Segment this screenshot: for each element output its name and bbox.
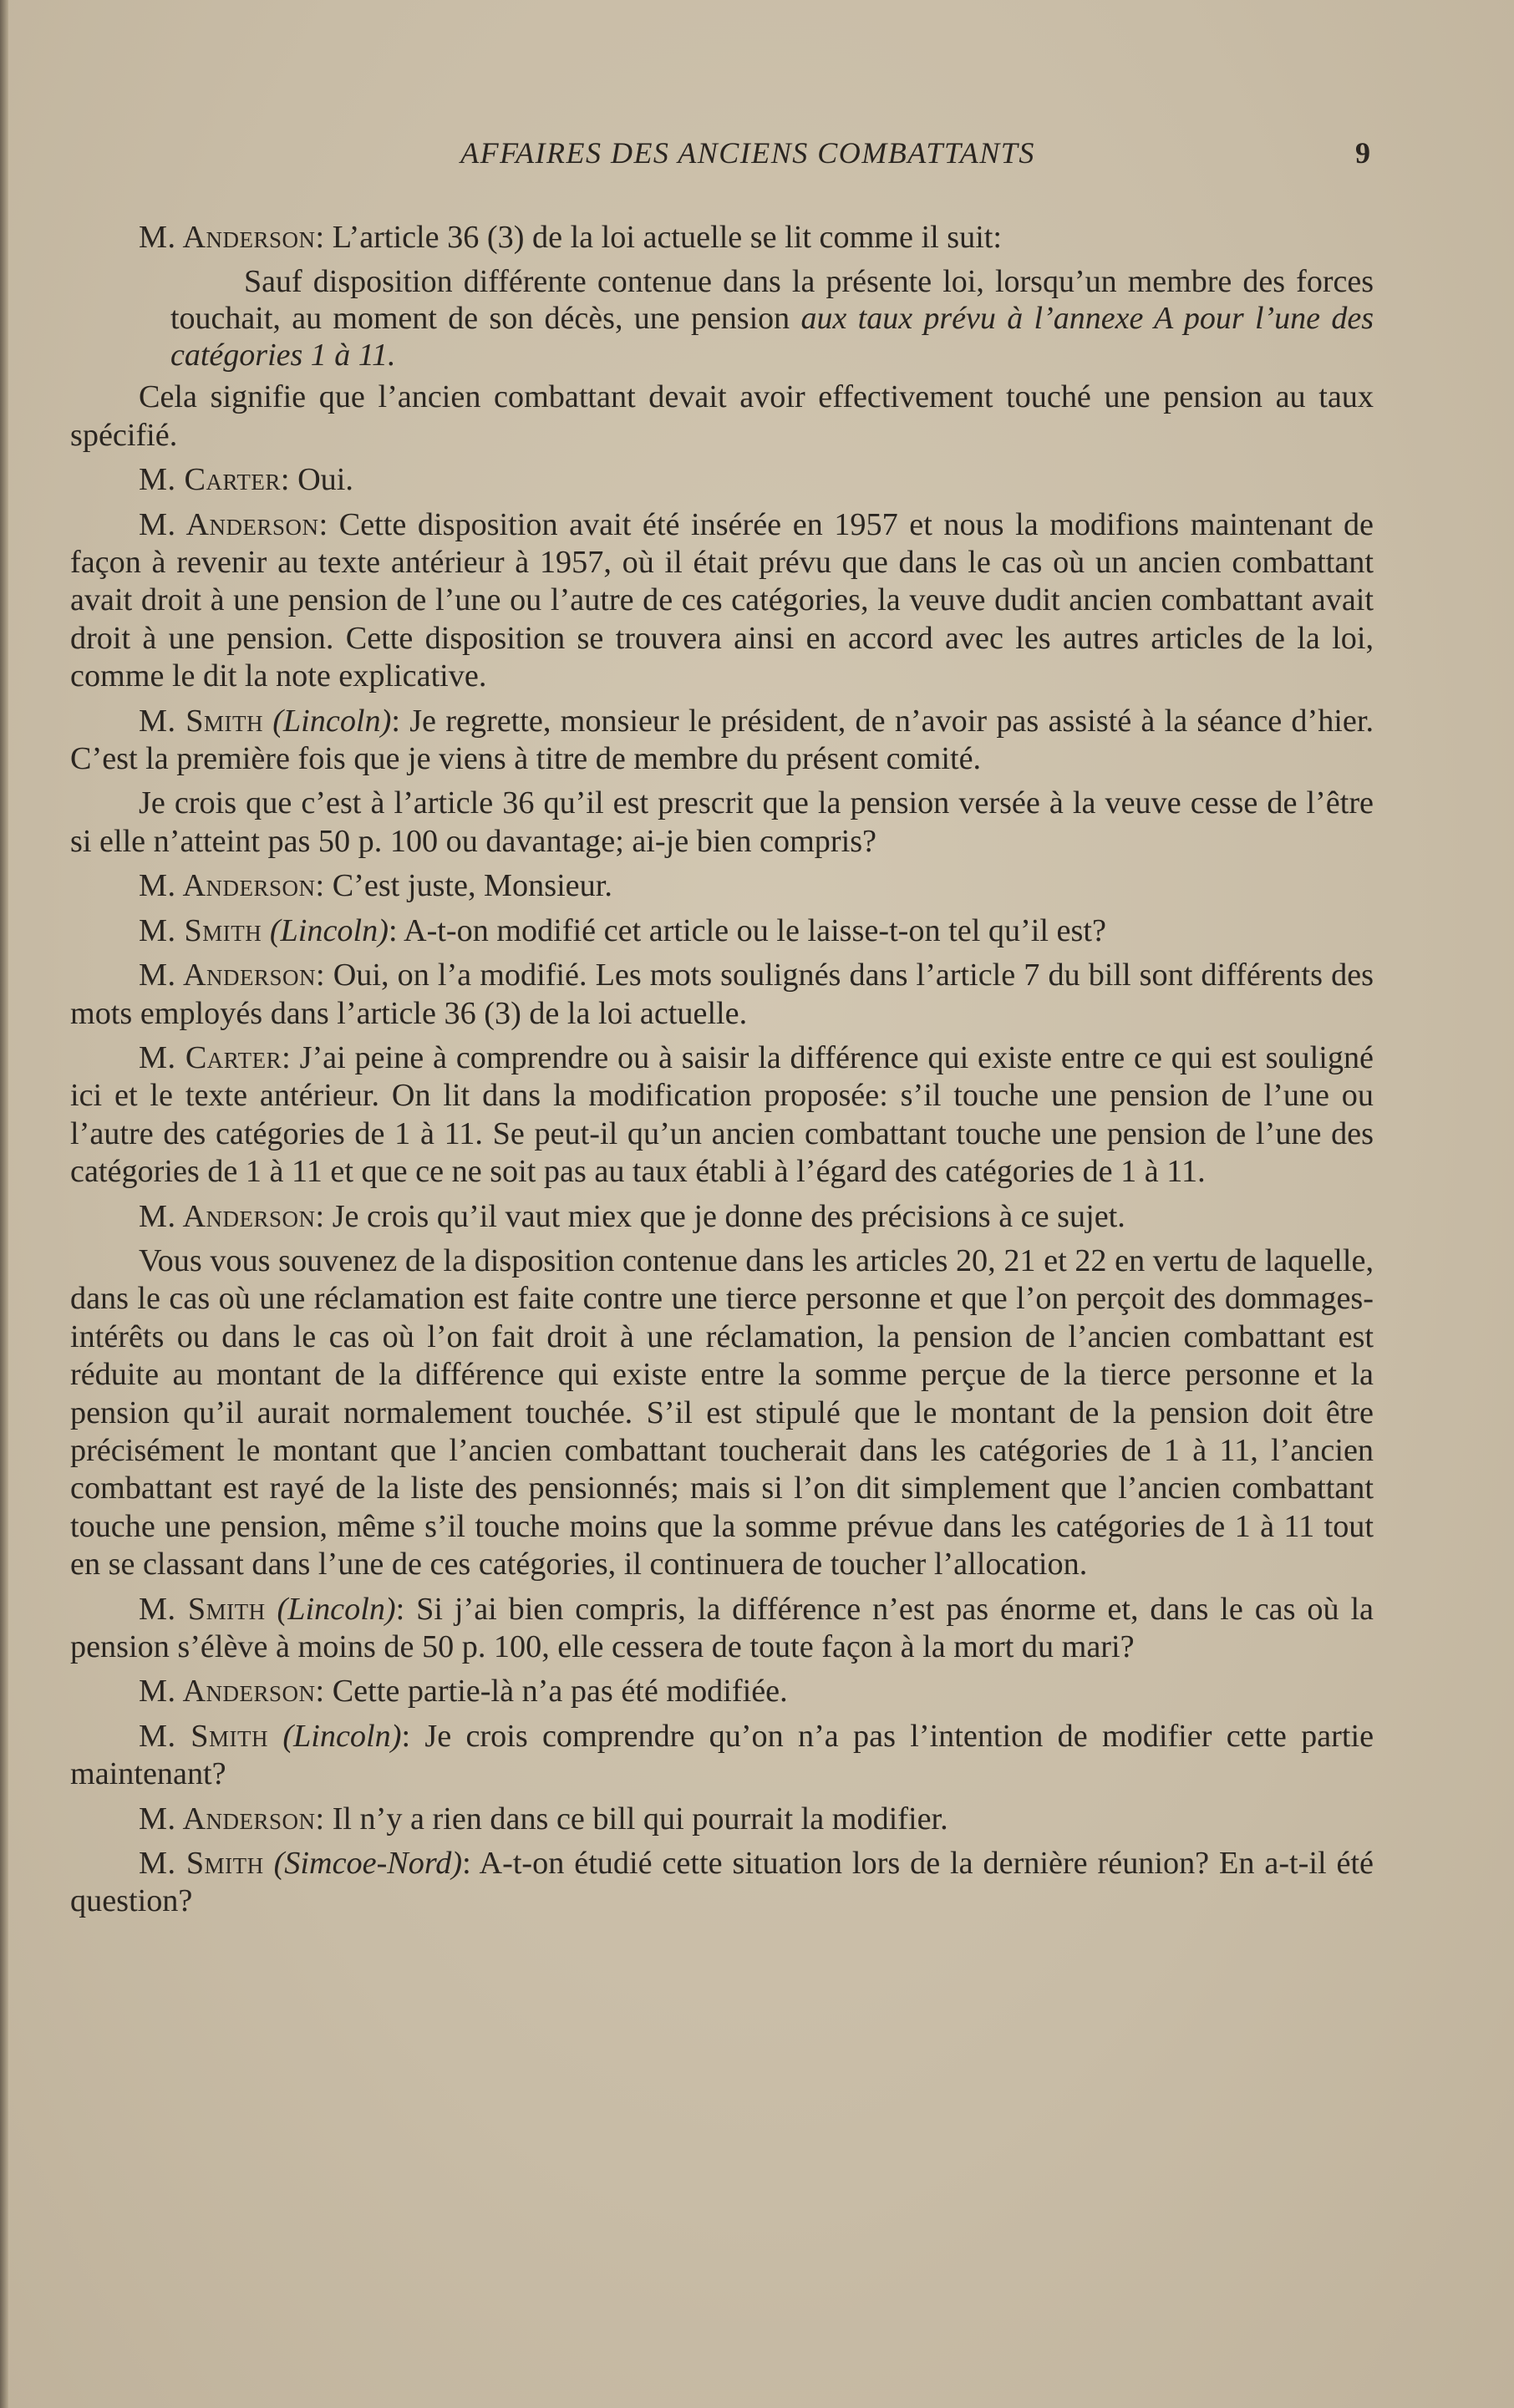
speaker-name: M. Anderson (139, 958, 317, 993)
speaker-name: M. Anderson (139, 220, 316, 255)
riding-name: (Lincoln) (272, 703, 392, 739)
paragraph-text: Vous vous souvenez de la disposition contenue dans les articles 20, 21 et 22 en vertu de laquelle, dans le cas où une réclamation est faite contre une tierce personne et que l’on perçoit des dommages-intérêts ou dans le cas où l’on fait droit à une réclamation, la pension de l’ancien combattant est réduite au montant de la différence qui existe entre la somme perçue de la tierce personne et la pension qu’il aurait normalement touchée. S’il est stipulé que le montant de la pension doit être précisément le montant que l’ancien combattant toucherait dans les catégories de 1 à 11, l’ancien combattant est rayé de la liste des pensionnés; mais si l’on dit simplement que l’ancien combattant touche une pension, même s’il touche moins que la somme prévue dans les catégories de 1 à 11 tout en se classant dans l’une de ces catégories, il continuera de toucher l’allocation. (70, 1242, 1374, 1582)
paragraph (70, 785, 1374, 861)
paragraph (70, 867, 1374, 905)
speech-text: : Je regrette, monsieur le président, de n’avoir pas assisté à la séance d’hier. C’est la première fois que je viens à titre de membre du présent comité. (70, 703, 1374, 777)
running-title: AFFAIRES DES ANCIENS COMBATTANTS (460, 136, 1035, 170)
speaker-name: M. Smith (139, 703, 263, 739)
riding-name: (Lincoln) (277, 1591, 396, 1627)
speech-text: : A-t-on modifié cet article ou le laisse-t-on tel qu’il est? (388, 912, 1106, 948)
paragraph (70, 1039, 1374, 1191)
quote-text: Sauf disposition différente contenue dans la présente loi, lorsqu’un membre des forces touchait, au moment de son décès, une pension (170, 264, 1374, 337)
riding-name: (Lincoln) (269, 912, 389, 948)
paragraph (70, 461, 1374, 499)
paragraph (70, 1242, 1374, 1584)
speech-text: : C’est juste, Monsieur. (315, 868, 612, 904)
paragraph (70, 219, 1374, 257)
quote-italic-text: aux taux prévu à l’annexe A pour l’une des catégories 1 à 11. (170, 301, 1374, 373)
paragraph (70, 957, 1374, 1033)
speaker-name: M. Anderson (139, 506, 319, 542)
paragraph (70, 1591, 1374, 1667)
speech-text: : Je crois qu’il vaut miex que je donne des précisions à ce sujet. (315, 1198, 1125, 1234)
speech-text: : L’article 36 (3) de la loi actuelle se lit comme il suit: (315, 220, 1003, 255)
speaker-name: M. Carter (139, 1039, 282, 1075)
speech-text: : Si j’ai bien compris, la différence n’est pas énorme et, dans le cas où la pension s’élève à moins de 50 p. 100, elle cessera de toute façon à la mort du mari? (70, 1591, 1374, 1664)
riding-name: (Lincoln) (282, 1718, 402, 1754)
paragraph (70, 703, 1374, 779)
paragraph (70, 1673, 1374, 1710)
speaker-name: M. Anderson (139, 1198, 316, 1234)
paragraph (70, 1198, 1374, 1236)
paragraph (70, 1718, 1374, 1794)
speech-text: : Je crois comprendre qu’on n’a pas l’intention de modifier cette partie maintenant? (70, 1718, 1374, 1792)
page-number: 9 (1355, 136, 1370, 170)
speech-text: : Oui. (280, 462, 353, 498)
speaker-name: M. Smith (139, 1846, 264, 1882)
riding-name: (Simcoe-Nord) (273, 1846, 463, 1882)
speaker-name: M. Smith (139, 1718, 269, 1754)
quoted-passage (70, 263, 1374, 373)
speaker-name: M. Anderson (139, 1674, 316, 1709)
speech-text: : Cette partie-là n’a pas été modifiée. (315, 1674, 788, 1709)
speech-text: : A-t-on étudié cette situation lors de la dernière réunion? En a-t-il été question? (70, 1846, 1374, 1919)
paragraph (70, 912, 1374, 950)
speech-text: : Cette disposition avait été insérée en 1957 et nous la modifions maintenant de façon à revenir au texte antérieur à 1957, où il était prévu que dans le cas où un ancien combattant avait droit à une pension de l’une ou l’autre de ces catégories, la veuve dudit ancien combattant avait droit à une pension. Cette disposition se trouvera ainsi en accord avec les autres articles de la loi, comme le dit la note explicative. (70, 506, 1374, 694)
speaker-name: M. Smith (139, 912, 262, 948)
paragraph (70, 1845, 1374, 1921)
transcript-body (70, 219, 1374, 1928)
speech-text: : J’ai peine à comprendre ou à saisir la différence qui existe entre ce qui est souligné ici et le texte antérieur. On lit dans la modification proposée: s’il touche une pension de l’une ou l’autre des catégories de 1 à 11. Se peut-il qu’un ancien combattant touche une pension de l’une des catégories de 1 à 11 et que ce ne soit pas au taux établi à l’égard des catégories de 1 à 11. (70, 1039, 1374, 1190)
speech-text: : Il n’y a rien dans ce bill qui pourrait la modifier. (315, 1801, 948, 1836)
page-edge-shadow (0, 0, 8, 2408)
paragraph (70, 506, 1374, 696)
speaker-name: M. Carter (139, 462, 281, 498)
speaker-name: M. Smith (139, 1591, 266, 1627)
speech-text: : Oui, on l’a modifié. Les mots soulignés dans l’article 7 du bill sont différents des mots employés dans l’article 36 (3) de la loi actuelle. (70, 958, 1374, 1031)
paragraph (70, 1801, 1374, 1838)
paragraph-text: Je crois que c’est à l’article 36 qu’il est prescrit que la pension versée à la veuve cesse de l’être si elle n’atteint pas 50 p. 100 ou davantage; ai-je bien compris? (70, 785, 1374, 859)
paragraph-text: Cela signifie que l’ancien combattant devait avoir effectivement touché une pension au taux spécifié. (70, 379, 1374, 453)
speaker-name: M. Anderson (139, 868, 316, 904)
paragraph (70, 378, 1374, 455)
page-header (67, 135, 1370, 177)
speaker-name: M. Anderson (139, 1801, 316, 1836)
